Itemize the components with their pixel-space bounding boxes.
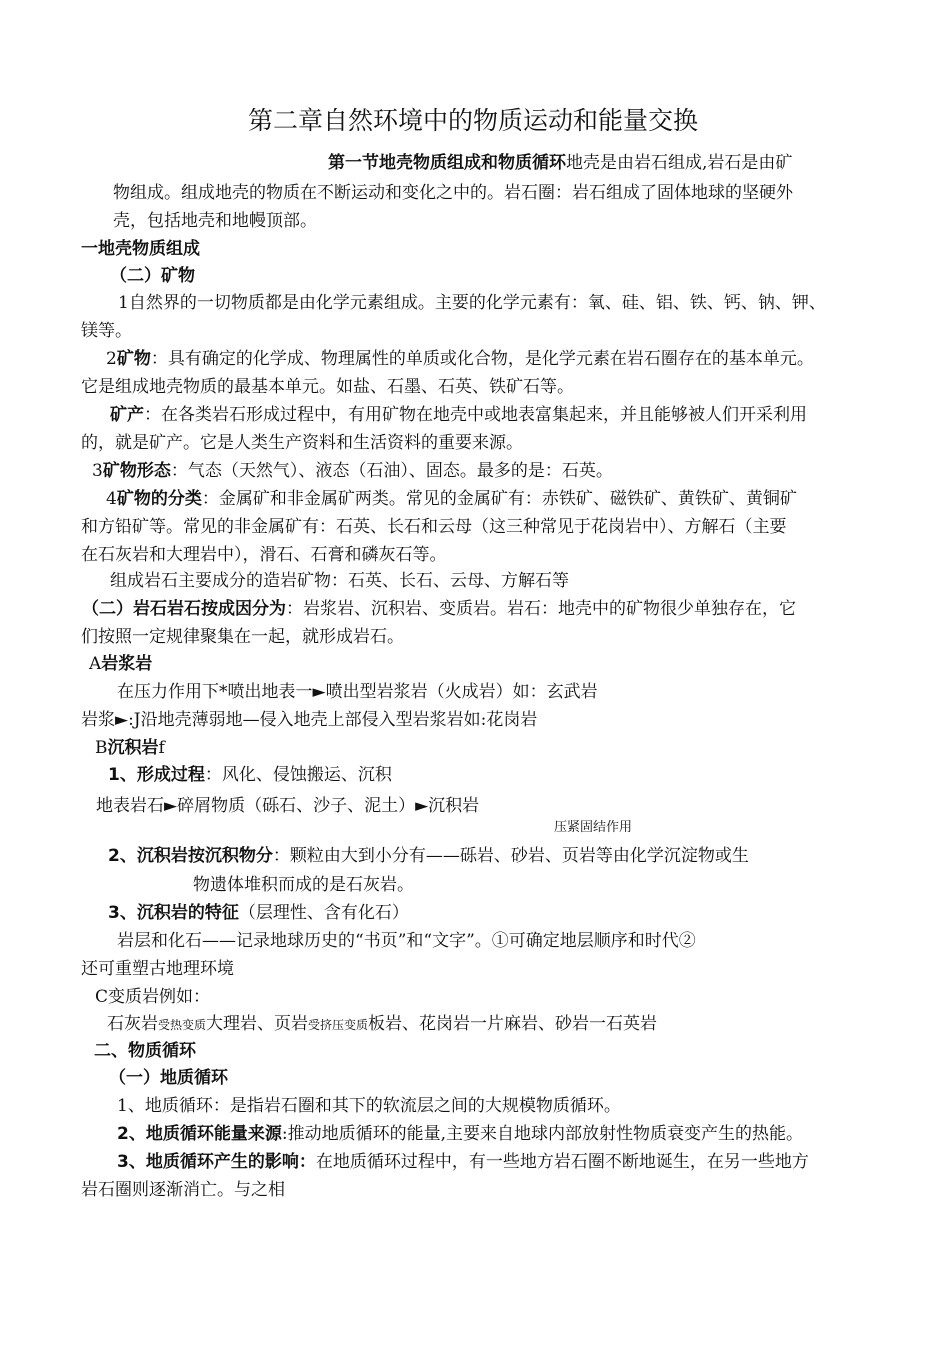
paragraph-line: 的，就是矿产。它是人类生产资料和生活资料的重要来源。	[81, 433, 523, 453]
part-heading: 一地壳物质组成	[81, 239, 200, 259]
item-letter: A	[89, 654, 102, 674]
paragraph-line	[106, 348, 814, 370]
rock-type-title: 沉积岩	[107, 738, 159, 758]
section-heading-line	[328, 152, 792, 174]
definition: ：在各类岩石形成过程中，有用矿物在地壳中或地表富集起来，并且能够被人们开采利用	[144, 405, 807, 425]
paragraph-line	[108, 764, 392, 786]
item-number: 2	[106, 349, 117, 369]
paragraph-line	[108, 845, 749, 867]
rock-type-heading: C变质岩例如：	[95, 987, 211, 1007]
term: 矿物	[116, 349, 151, 369]
definition: ：风化、侵蚀搬运、沉积	[204, 765, 392, 785]
section-intro: 地壳是由岩石组成,岩石是由矿	[566, 153, 793, 173]
definition: ：金属矿和非金属矿两类。常见的金属矿有：赤铁矿、磁铁矿、黄铁矿、黄铜矿	[201, 489, 797, 509]
paragraph-line: 在压力作用下*喷出地表一►喷出型岩浆岩（火成岩）如：玄武岩	[117, 682, 598, 702]
definition: （层理性、含有化石）	[238, 903, 409, 923]
subsection-heading: （二）矿物	[110, 266, 195, 286]
item-letter: B	[95, 738, 108, 758]
rock-name: 大理岩、页岩	[206, 1014, 309, 1034]
term: 3、沉积岩的特征	[108, 903, 239, 923]
paragraph-line	[117, 1123, 803, 1145]
section-intro-line: 物组成。组成地壳的物质在不断运动和变化之中的。岩石圈：岩石组成了固体地球的坚硬外	[113, 183, 793, 203]
paragraph-line: 和方铅矿等。常见的非金属矿有：石英、长石和云母（这三种常见于花岗岩中）、方解石（主要	[81, 517, 787, 537]
definition: ：具有确定的化学成、物理属性的单质或化合物，是化学元素在岩石圈存在的基本单元。	[150, 349, 814, 369]
section-intro-line: 壳，包括地壳和地幔顶部。	[113, 211, 317, 231]
paragraph-text: ：岩浆岩、沉积岩、变质岩。岩石：地壳中的矿物很少单独存在，它	[286, 599, 796, 619]
paragraph-line: 在石灰岩和大理岩中），滑石、石膏和磷灰石等。	[81, 545, 447, 565]
paragraph-line: 们按照一定规律聚集在一起，就形成岩石。	[81, 627, 404, 647]
page-title: 第二章自然环境中的物质运动和能量交换	[248, 106, 699, 135]
paragraph-line: 岩石圈则逐渐消亡。与之相	[81, 1180, 285, 1200]
paragraph-line: 组成岩石主要成分的造岩矿物：石英、长石、云母、方解石等	[110, 571, 569, 591]
term: 1、形成过程	[108, 765, 205, 785]
definition: 在地质循环过程中，有一些地方岩石圈不断地诞生，在另一些地方	[315, 1152, 809, 1172]
item-number: 3	[92, 461, 103, 481]
rock-type-heading	[95, 737, 165, 759]
term: 3、地质循环产生的影响：	[117, 1152, 316, 1172]
paragraph-line: 岩层和化石——记录地球历史的“书页”和“文字”。①可确定地层顺序和时代②	[117, 931, 696, 951]
example-line	[107, 1013, 657, 1036]
term: 2、地质循环能量来源	[117, 1124, 282, 1144]
subsection-heading: （一）地质循环	[109, 1068, 228, 1088]
rock-type-heading	[89, 653, 152, 675]
flow-line: 地表岩石►碎屑物质（砾石、沙子、泥土）►沉积岩	[96, 796, 480, 816]
paragraph-line: 物遗体堆积而成的是石灰岩。	[193, 875, 414, 895]
process-label: 受挤压变质	[308, 1018, 369, 1032]
rock-name: 石灰岩	[107, 1014, 158, 1034]
paragraph-line	[92, 460, 613, 482]
paragraph-line: 1自然界的一切物质都是由化学元素组成。主要的化学元素有：氧、硅、铝、铁、钙、钠、钾、	[118, 293, 826, 313]
stray-mark: f	[158, 738, 165, 758]
paragraph-line	[106, 488, 797, 510]
rocks-heading-line	[82, 598, 796, 620]
definition: ：气态（天然气）、液态（石油）、固态。最多的是：石英。	[170, 461, 613, 481]
definition: ：颗粒由大到小分有——砾岩、砂岩、页岩等由化学沉淀物或生	[272, 846, 749, 866]
definition: :推动地质循环的能量,主要来自地球内部放射性物质衰变产生的热能。	[281, 1124, 803, 1144]
item-number: 4	[106, 489, 117, 509]
paragraph-line: 1、地质循环：是指岩石圈和其下的软流层之间的大规模物质循环。	[117, 1096, 621, 1116]
term: 2、沉积岩按沉积物分	[108, 846, 273, 866]
part-heading: 二、物质循环	[94, 1041, 196, 1061]
paragraph-line	[108, 902, 409, 924]
flow-note: 压紧固结作用	[554, 820, 633, 835]
section-heading: 第一节地壳物质组成和物质循环	[328, 153, 566, 173]
rock-name: 板岩、花岗岩一片麻岩、砂岩一石英岩	[368, 1014, 658, 1034]
paragraph-line: 镁等。	[81, 321, 132, 341]
paragraph-line: 岩浆►:J沿地壳薄弱地—侵入地壳上部侵入型岩浆岩如:花岗岩	[81, 710, 538, 730]
subsection-heading: （二）岩石岩石按成因分为	[82, 599, 286, 619]
paragraph-line	[117, 1151, 809, 1173]
paragraph-line: 还可重塑古地理环境	[81, 959, 234, 979]
paragraph-line: 它是组成地壳物质的最基本单元。如盐、石墨、石英、铁矿石等。	[81, 377, 574, 397]
term: 矿物形态	[102, 461, 171, 481]
term: 矿产	[110, 405, 144, 425]
rock-type-title: 岩浆岩	[101, 654, 153, 674]
term: 矿物的分类	[116, 489, 202, 509]
paragraph-line	[110, 404, 807, 426]
process-label: 受热变质	[158, 1018, 207, 1032]
